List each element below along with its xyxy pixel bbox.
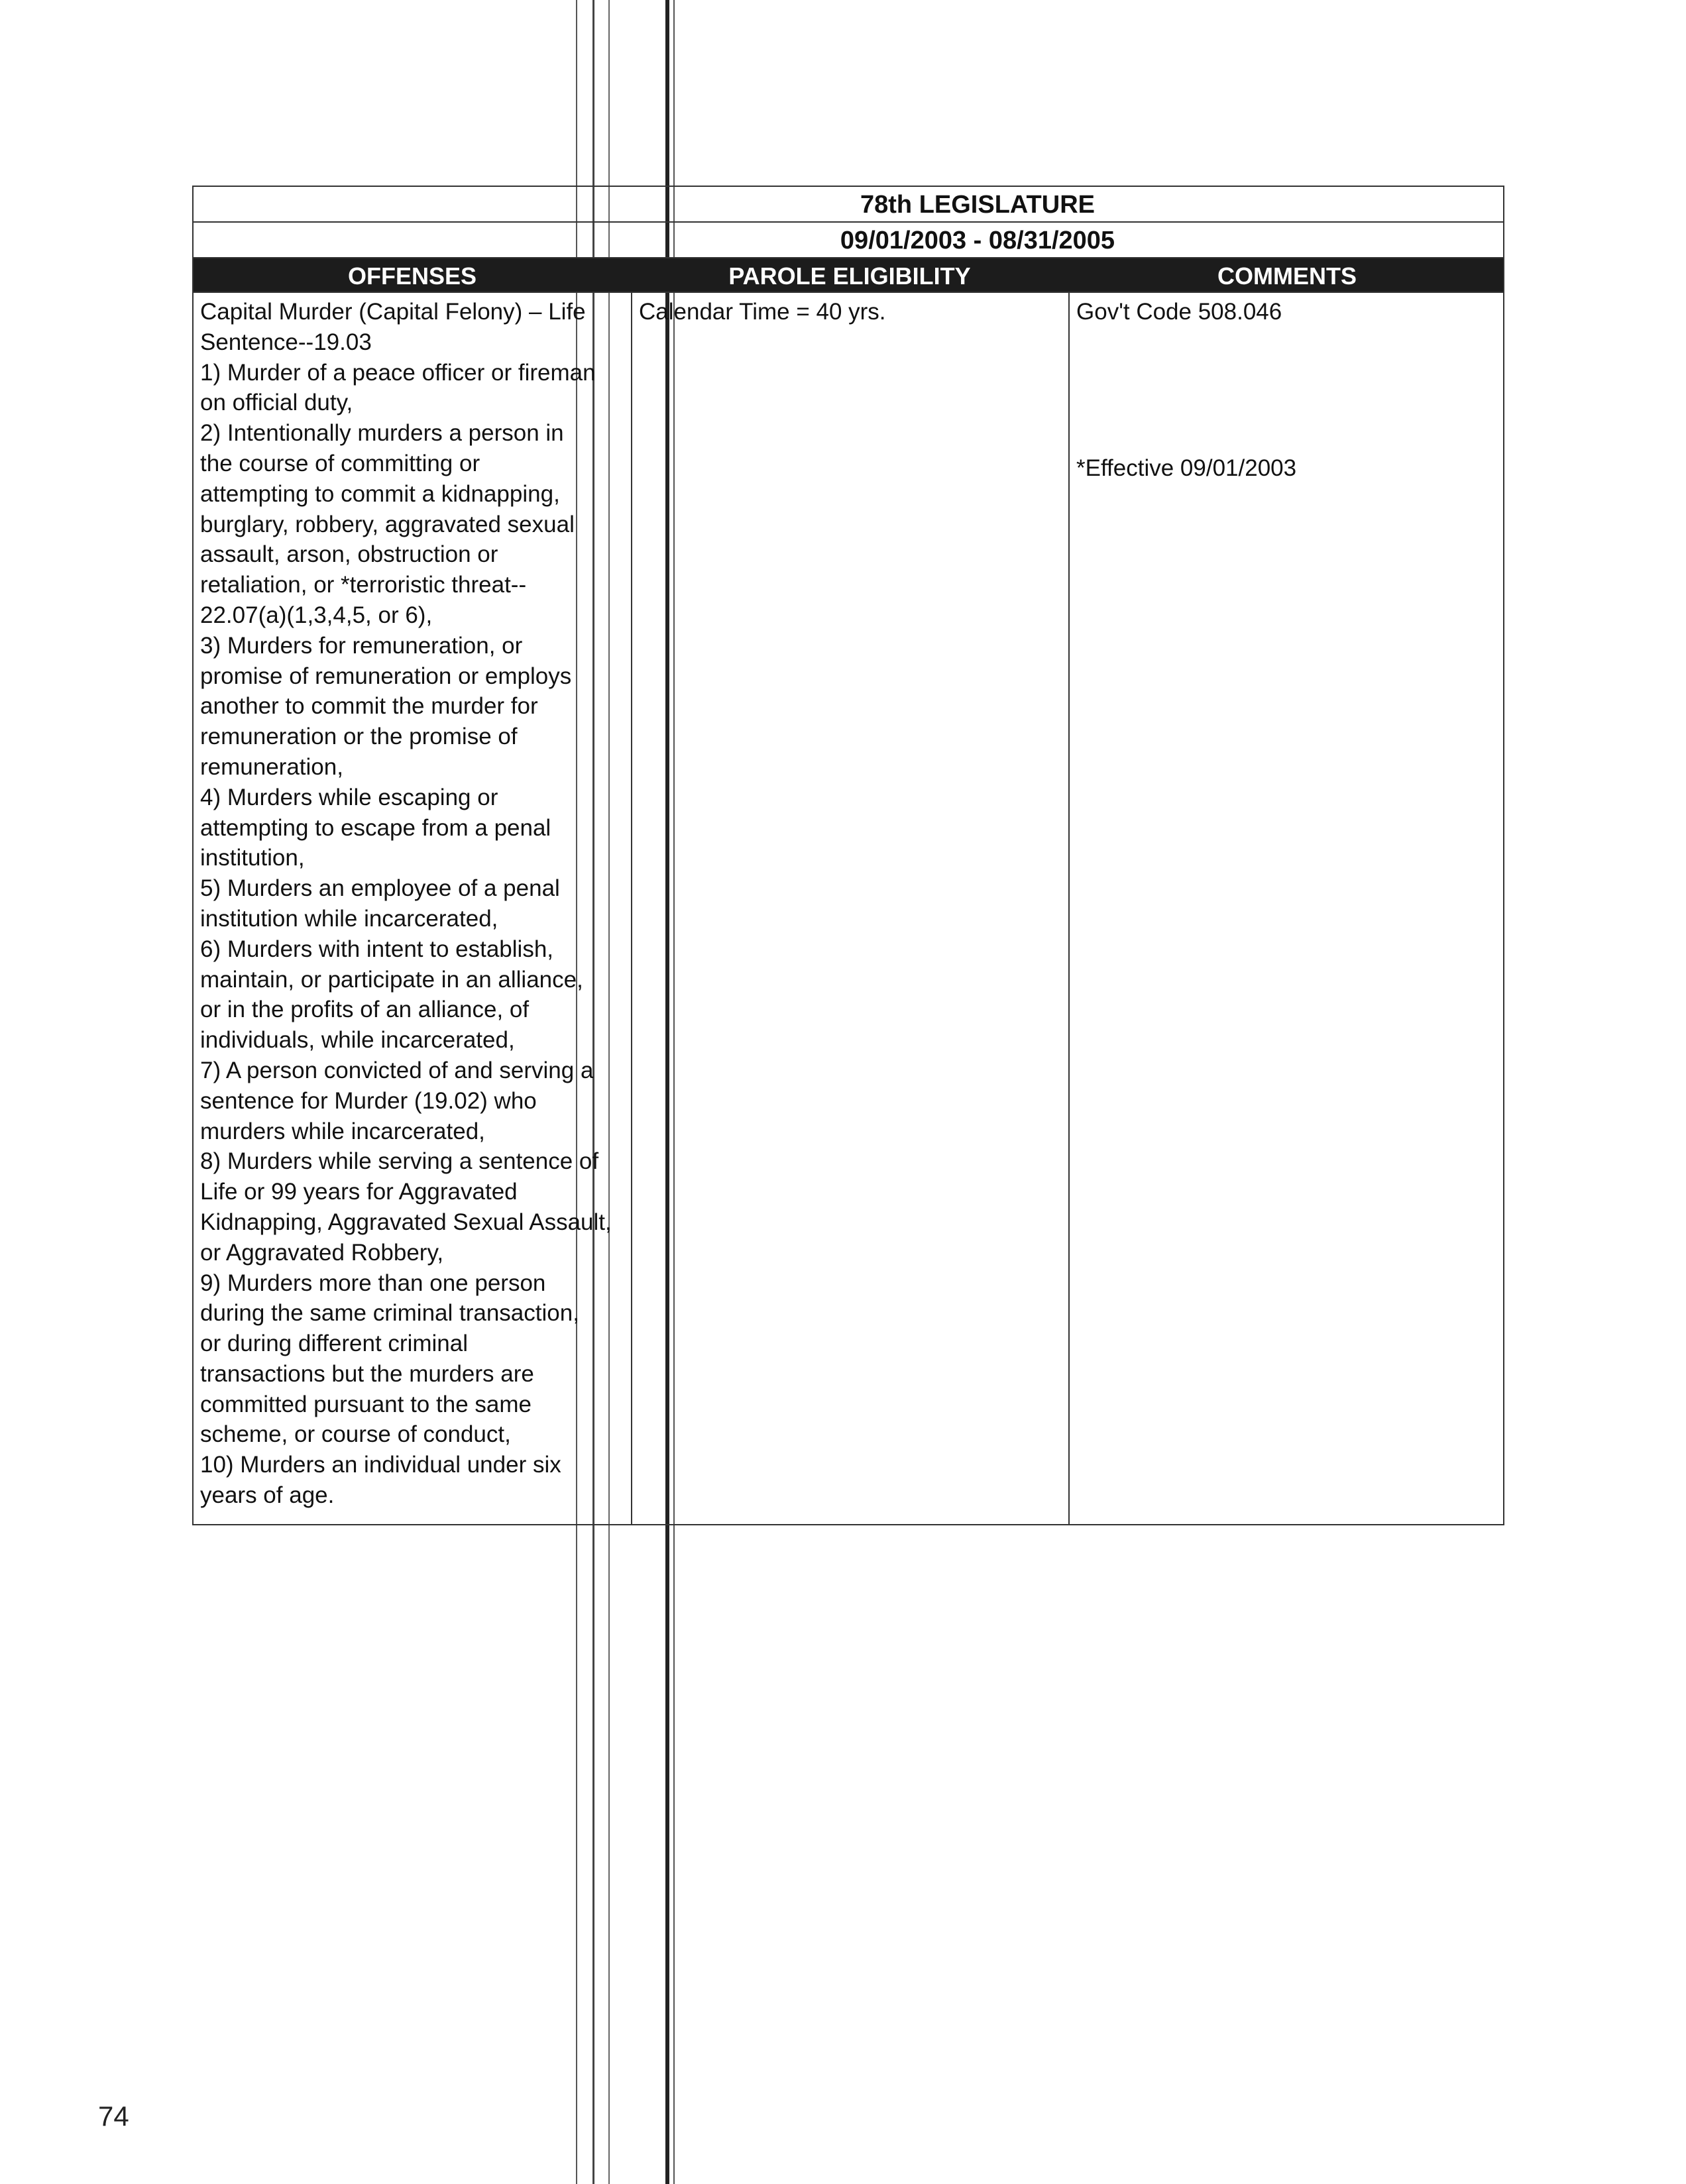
legislature-table — [192, 186, 1504, 1525]
offense-line: committed pursuant to the same — [200, 1391, 532, 1417]
offense-line: 9) Murders more than one person — [200, 1270, 546, 1296]
offense-line: 22.07(a)(1,3,4,5, or 6), — [200, 602, 433, 628]
offense-line: or during different criminal — [200, 1331, 468, 1357]
legislature-title: 78th LEGISLATURE — [192, 186, 1504, 221]
offense-line: the course of committing or — [200, 450, 480, 476]
offense-line: another to commit the murder for — [200, 693, 538, 720]
offense-line: Sentence--19.03 — [200, 329, 372, 355]
offense-line: remuneration or the promise of — [200, 724, 518, 750]
offense-line: on official duty, — [200, 390, 353, 416]
offenses-cell — [194, 293, 631, 1524]
gov-code: Gov't Code 508.046 — [1076, 299, 1282, 325]
offense-line: sentence for Murder (19.02) who — [200, 1087, 537, 1114]
parole-cell: Calendar Time = 40 yrs. — [631, 293, 1068, 1524]
offense-line: Kidnapping, Aggravated Sexual Assault, — [200, 1209, 612, 1235]
offense-line: Life or 99 years for Aggravated — [200, 1179, 518, 1205]
offense-line: institution, — [200, 845, 305, 871]
offense-line: during the same criminal transaction, — [200, 1300, 579, 1327]
offense-line: or Aggravated Robbery, — [200, 1239, 444, 1266]
offense-line: institution while incarcerated, — [200, 905, 498, 932]
col-offenses: OFFENSES — [347, 262, 477, 290]
offense-line: attempting to commit a kidnapping, — [200, 480, 560, 507]
offense-line: 7) A person convicted of and serving a — [200, 1057, 594, 1083]
offense-line: scheme, or course of conduct, — [200, 1421, 511, 1448]
effective-date-note: *Effective 09/01/2003 — [1076, 455, 1297, 481]
offense-line: transactions but the murders are — [200, 1360, 534, 1387]
offense-line: 6) Murders with intent to establish, — [200, 936, 554, 962]
offense-line: 10) Murders an individual under six — [200, 1452, 561, 1478]
offense-line: burglary, robbery, aggravated sexual — [200, 511, 575, 537]
offense-line: promise of remuneration or employs — [200, 663, 572, 689]
offense-line: attempting to escape from a penal — [200, 814, 551, 841]
offense-line: individuals, while incarcerated, — [200, 1027, 515, 1054]
col-comments: COMMENTS — [1217, 262, 1357, 290]
comments-cell — [1068, 293, 1506, 1524]
offense-line: or in the profits of an alliance, of — [200, 997, 530, 1023]
offense-line: Capital Murder (Capital Felony) – Life — [200, 299, 586, 325]
legislature-dates: 09/01/2003 - 08/31/2005 — [192, 221, 1504, 257]
offense-line: 2) Intentionally murders a person in — [200, 420, 564, 447]
offense-line: 4) Murders while escaping or — [200, 784, 498, 810]
offense-line: 8) Murders while serving a sentence of — [200, 1148, 599, 1175]
offense-line: years of age. — [200, 1482, 335, 1509]
offense-line: retaliation, or *terroristic threat-- — [200, 572, 527, 598]
offense-line: 5) Murders an employee of a penal — [200, 875, 560, 902]
offense-line: assault, arson, obstruction or — [200, 541, 498, 568]
col-parole-eligibility: PAROLE ELIGIBILITY — [728, 262, 971, 290]
offense-line: 1) Murder of a peace officer or fireman — [200, 359, 596, 386]
page-number: 74 — [98, 2101, 129, 2132]
column-headers — [192, 257, 1504, 293]
table-row — [192, 293, 1504, 1525]
offense-line: remuneration, — [200, 753, 343, 780]
offense-line: maintain, or participate in an alliance, — [200, 966, 583, 993]
offense-line: 3) Murders for remuneration, or — [200, 632, 523, 659]
offense-line: murders while incarcerated, — [200, 1118, 485, 1144]
